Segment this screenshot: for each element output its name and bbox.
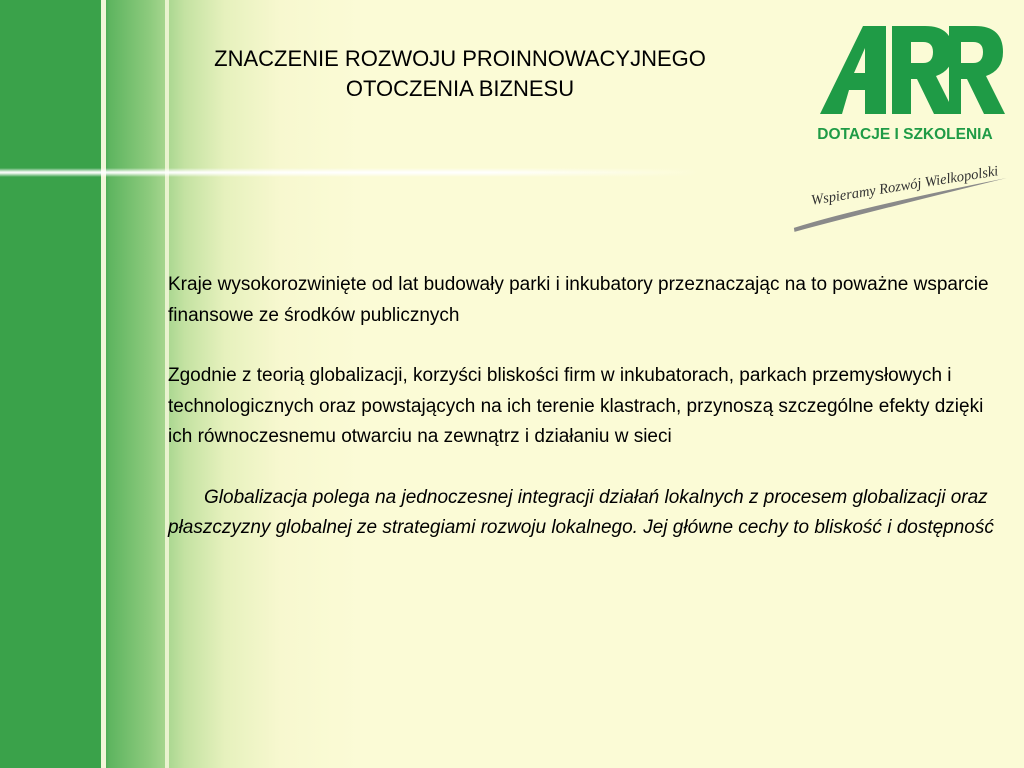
slide-title	[120, 44, 800, 104]
logo-slogan: Wspieramy Rozwój Wielkopolski	[809, 163, 1000, 209]
paragraph-globalization-definition: Globalizacja polega na jednoczesnej integracji działań lokalnych z procesem globalizacji oraz płaszczyzny globalnej ze strategiami rozwoju lokalnego. Jej główne cechy to bliskość i dostępność	[168, 486, 994, 538]
paragraph-parks: Kraje wysokorozwinięte od lat budowały parki i inkubatory przeznaczając na to poważne wsparcie finansowe ze środków publicznych	[168, 274, 989, 326]
slide-body	[168, 270, 998, 544]
left-divider-stripe	[101, 0, 106, 768]
title-underline-fade	[0, 168, 700, 177]
arr-logo	[785, 18, 1015, 233]
arr-logo-mark	[820, 26, 1005, 114]
paragraph-globalization-theory: Zgodnie z teorią globalizacji, korzyści bliskości firm w inkubatorach, parkach przemysłowych i technologicznych oraz powstających na ich terenie klastrach, przynoszą szczególne efekty dzięki ich równoczesnemu otwarciu na zewnątrz i działaniu w sieci	[168, 365, 984, 447]
slide-title-line-1: ZNACZENIE ROZWOJU PROINNOWACYJNEGO	[214, 46, 706, 71]
logo-caption: DOTACJE I SZKOLENIA	[817, 126, 993, 143]
slide-title-line-2: OTOCZENIA BIZNESU	[345, 76, 575, 101]
